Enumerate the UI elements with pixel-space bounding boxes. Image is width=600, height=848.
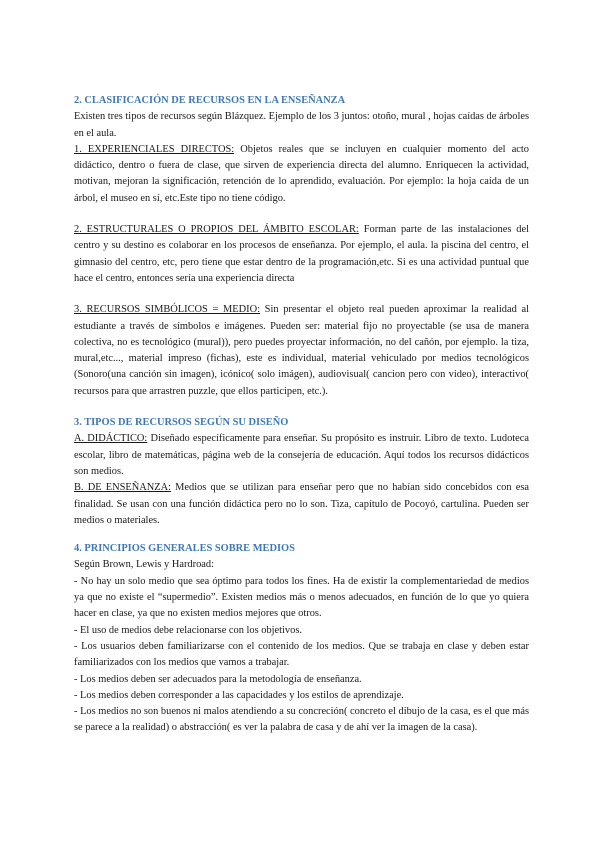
s2-item-1-title: 1. EXPERIENCIALES DIRECTOS:	[74, 143, 235, 155]
s4-bullet-1: - No hay un solo medio que sea óptimo para todos los fines. Ha de existir la complementariedad de medios ya que no existe el “supermedio”. Existen medios más o menos adecuados, en función de lo que yo quiera hacer en clase, ya que no existen medios mejores que otros.	[74, 575, 529, 620]
section-2-intro: Existen tres tipos de recursos según Blázquez. Ejemplo de los 3 juntos: otoño, mural , hojas caídas de árboles en el aula.	[74, 111, 529, 139]
s2-item-2-text: Forman parte de las instalaciones del centro y su destino es colaborar en los procesos de enseñanza. Por ejemplo, el aula. la piscina del centro, el gimnasio del centro, etc, pero tiene que estar dentro de la programación,etc. Si es una actividad puntual que hace el centro, entonces sería una experiencia directa	[74, 224, 529, 284]
s2-item-3-text: Sin presentar el objeto real pueden aproximar la realidad al estudiante a través de símbolos e imágenes. Pueden ser: material fijo no proyectable (se usa de manera colectiva, no es tecnológico (mural)), pero puedes proyectar información, no del cañón, por ejemplo. la tiza, mural,etc..., material impreso (fichas), este es individual, material vehiculado por medios tecnológicos (Sonoro(una canción sin imagen), icónico( solo imágen), audiovisual( cancion pero con video), interactivo( recursos para que arrastren puzzle, que ellos participen, etc.).	[74, 304, 529, 397]
s4-bullet-4: - Los medios deben ser adecuados para la metodología de enseñanza.	[74, 673, 362, 685]
s4-bullet-5: - Los medios deben corresponder a las capacidades y los estilos de aprendizaje.	[74, 689, 404, 701]
s2-item-3	[74, 302, 529, 400]
s3-item-a-text: Diseñado específicamente para enseñar. Su propósito es instruir. Libro de texto. Ludoteca escolar, libro de matemáticas, página web de la consejería de educación. Aquí todos los recursos didácticos son medios.	[74, 433, 529, 477]
section-3-heading: 3. TIPOS DE RECURSOS SEGÚN SU DISEÑO	[74, 417, 289, 429]
s2-item-3-title: 3. RECURSOS SIMBÓLICOS = MEDIO:	[74, 304, 260, 316]
document-body	[74, 93, 529, 737]
s3-item-a-title: A. DIDÁCTICO:	[74, 433, 148, 445]
section-4-heading: 4. PRINCIPIOS GENERALES SOBRE MEDIOS	[74, 543, 295, 555]
s3-item-a	[74, 431, 529, 480]
s4-bullet-6: - Los medios no son buenos ni malos atendiendo a su concreción( concreto el dibujo de la casa, es el que más se parece a la realidad) o abstracción( es ver la palabra de casa y de ahí ver la imagen de la casa).	[74, 706, 529, 734]
s2-item-2-title: 2. ESTRUCTURALES O PROPIOS DEL ÁMBITO ESCOLAR:	[74, 224, 359, 236]
section-4-intro: Según Brown, Lewis y Hardroad:	[74, 559, 214, 571]
s2-item-1	[74, 142, 529, 207]
s2-item-1-text: Objetos reales que se incluyen en cualquier momento del acto didáctico, dentro o fuera de clase, que sirven de experiencia directa del alumno. Enriquecen la actividad, motivan, mejoran la significación, retención de lo aprendido, evaluación. Por ejemplo: la hoja caída de un árbol, el museo en sí, etc.Este tipo no tiene código.	[74, 143, 529, 204]
s4-bullet-2: - El uso de medios debe relacionarse con los objetivos.	[74, 624, 302, 636]
s4-bullet-3: - Los usuarios deben familiarizarse con el contenido de los medios. Que se trabaja en clase y deben estar familiarizados con los medios que vamos a trabajar.	[74, 640, 529, 669]
s3-item-b-title: B. DE ENSEÑANZA:	[74, 482, 171, 494]
s3-item-b-text: Medios que se utilizan para enseñar pero que no habían sido concebidos con esa finalidad. Se usan con una función didáctica pero no lo son. Tiza, capítulo de Pocoyó, cartulina. Pueden ser medios o materiales.	[74, 482, 529, 526]
s2-item-2	[74, 222, 529, 287]
s3-item-b	[74, 480, 529, 529]
section-2-heading: 2. CLASIFICACIÓN DE RECURSOS EN LA ENSEÑANZA	[74, 95, 346, 106]
